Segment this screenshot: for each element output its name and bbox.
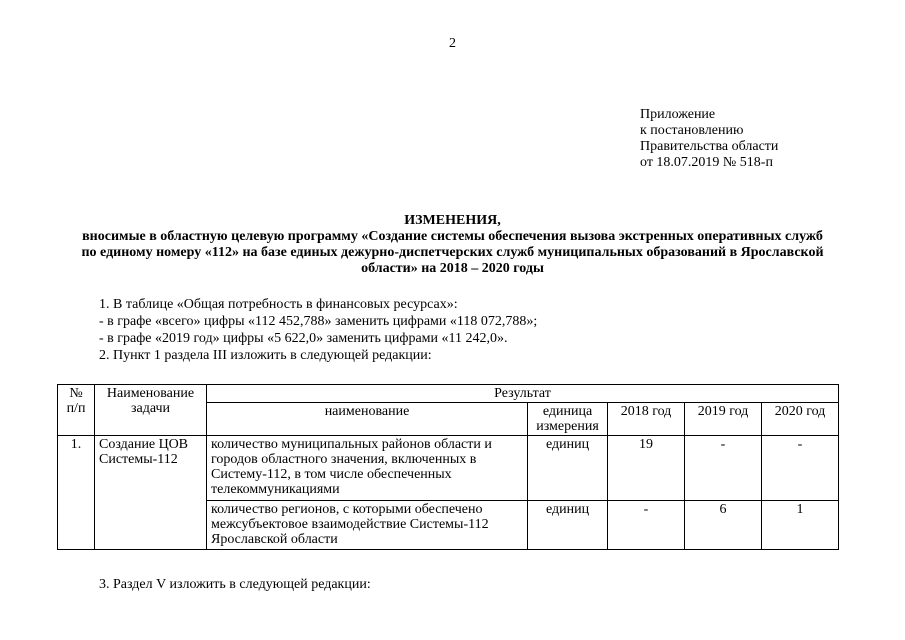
appendix-line: Приложение bbox=[640, 107, 716, 122]
paragraph: 2. Пункт 1 раздела III изложить в следующей редакции: bbox=[99, 348, 432, 363]
cell-row-number: 1. bbox=[58, 436, 95, 550]
appendix-block bbox=[640, 107, 778, 171]
cell-2020: - bbox=[762, 436, 839, 501]
title-line: по единому номеру «112» на базе единых дежурно-диспетчерских служб муниципальных образований в Ярославской bbox=[81, 245, 824, 260]
appendix-line: к постановлению bbox=[640, 123, 744, 138]
table-header-row bbox=[58, 385, 839, 403]
header-result: Результат bbox=[207, 385, 839, 403]
header-num: № п/п bbox=[58, 385, 95, 436]
page-number: 2 bbox=[449, 36, 456, 51]
header-unit: единица измерения bbox=[528, 403, 608, 436]
cell-name: количество регионов, с которыми обеспечено межсубъектовое взаимодействие Системы-112 Ярославской области bbox=[207, 501, 528, 550]
cell-2019: - bbox=[685, 436, 762, 501]
cell-unit: единиц bbox=[528, 501, 608, 550]
paragraph: - в графе «всего» цифры «112 452,788» заменить цифрами «118 072,788»; bbox=[99, 314, 538, 329]
title-line: области» на 2018 – 2020 годы bbox=[361, 261, 544, 276]
cell-2020: 1 bbox=[762, 501, 839, 550]
cell-2019: 6 bbox=[685, 501, 762, 550]
document-title bbox=[40, 213, 865, 277]
cell-2018: - bbox=[608, 501, 685, 550]
title-line: вносимые в областную целевую программу «Создание системы обеспечения вызова экстренных оперативных служб bbox=[82, 229, 823, 244]
paragraph: 3. Раздел V изложить в следующей редакции: bbox=[99, 577, 371, 592]
header-2020: 2020 год bbox=[762, 403, 839, 436]
header-name: наименование bbox=[207, 403, 528, 436]
title-line: ИЗМЕНЕНИЯ, bbox=[404, 213, 501, 228]
paragraph: - в графе «2019 год» цифры «5 622,0» заменить цифрами «11 242,0». bbox=[99, 331, 508, 346]
cell-task: Создание ЦОВ Системы-112 bbox=[95, 436, 207, 550]
cell-name: количество муниципальных районов области и городов областного значения, включенных в Систему-112, в том числе обеспеченных телекоммуникациями bbox=[207, 436, 528, 501]
paragraph: 1. В таблице «Общая потребность в финансовых ресурсах»: bbox=[99, 297, 458, 312]
results-table bbox=[57, 384, 839, 550]
header-2019: 2019 год bbox=[685, 403, 762, 436]
appendix-line: Правительства области bbox=[640, 139, 779, 154]
header-task: Наименование задачи bbox=[95, 385, 207, 436]
header-2018: 2018 год bbox=[608, 403, 685, 436]
body-paragraphs bbox=[99, 296, 537, 364]
table-row bbox=[58, 436, 839, 501]
cell-unit: единиц bbox=[528, 436, 608, 501]
appendix-line: от 18.07.2019 № 518-п bbox=[640, 155, 773, 170]
cell-2018: 19 bbox=[608, 436, 685, 501]
